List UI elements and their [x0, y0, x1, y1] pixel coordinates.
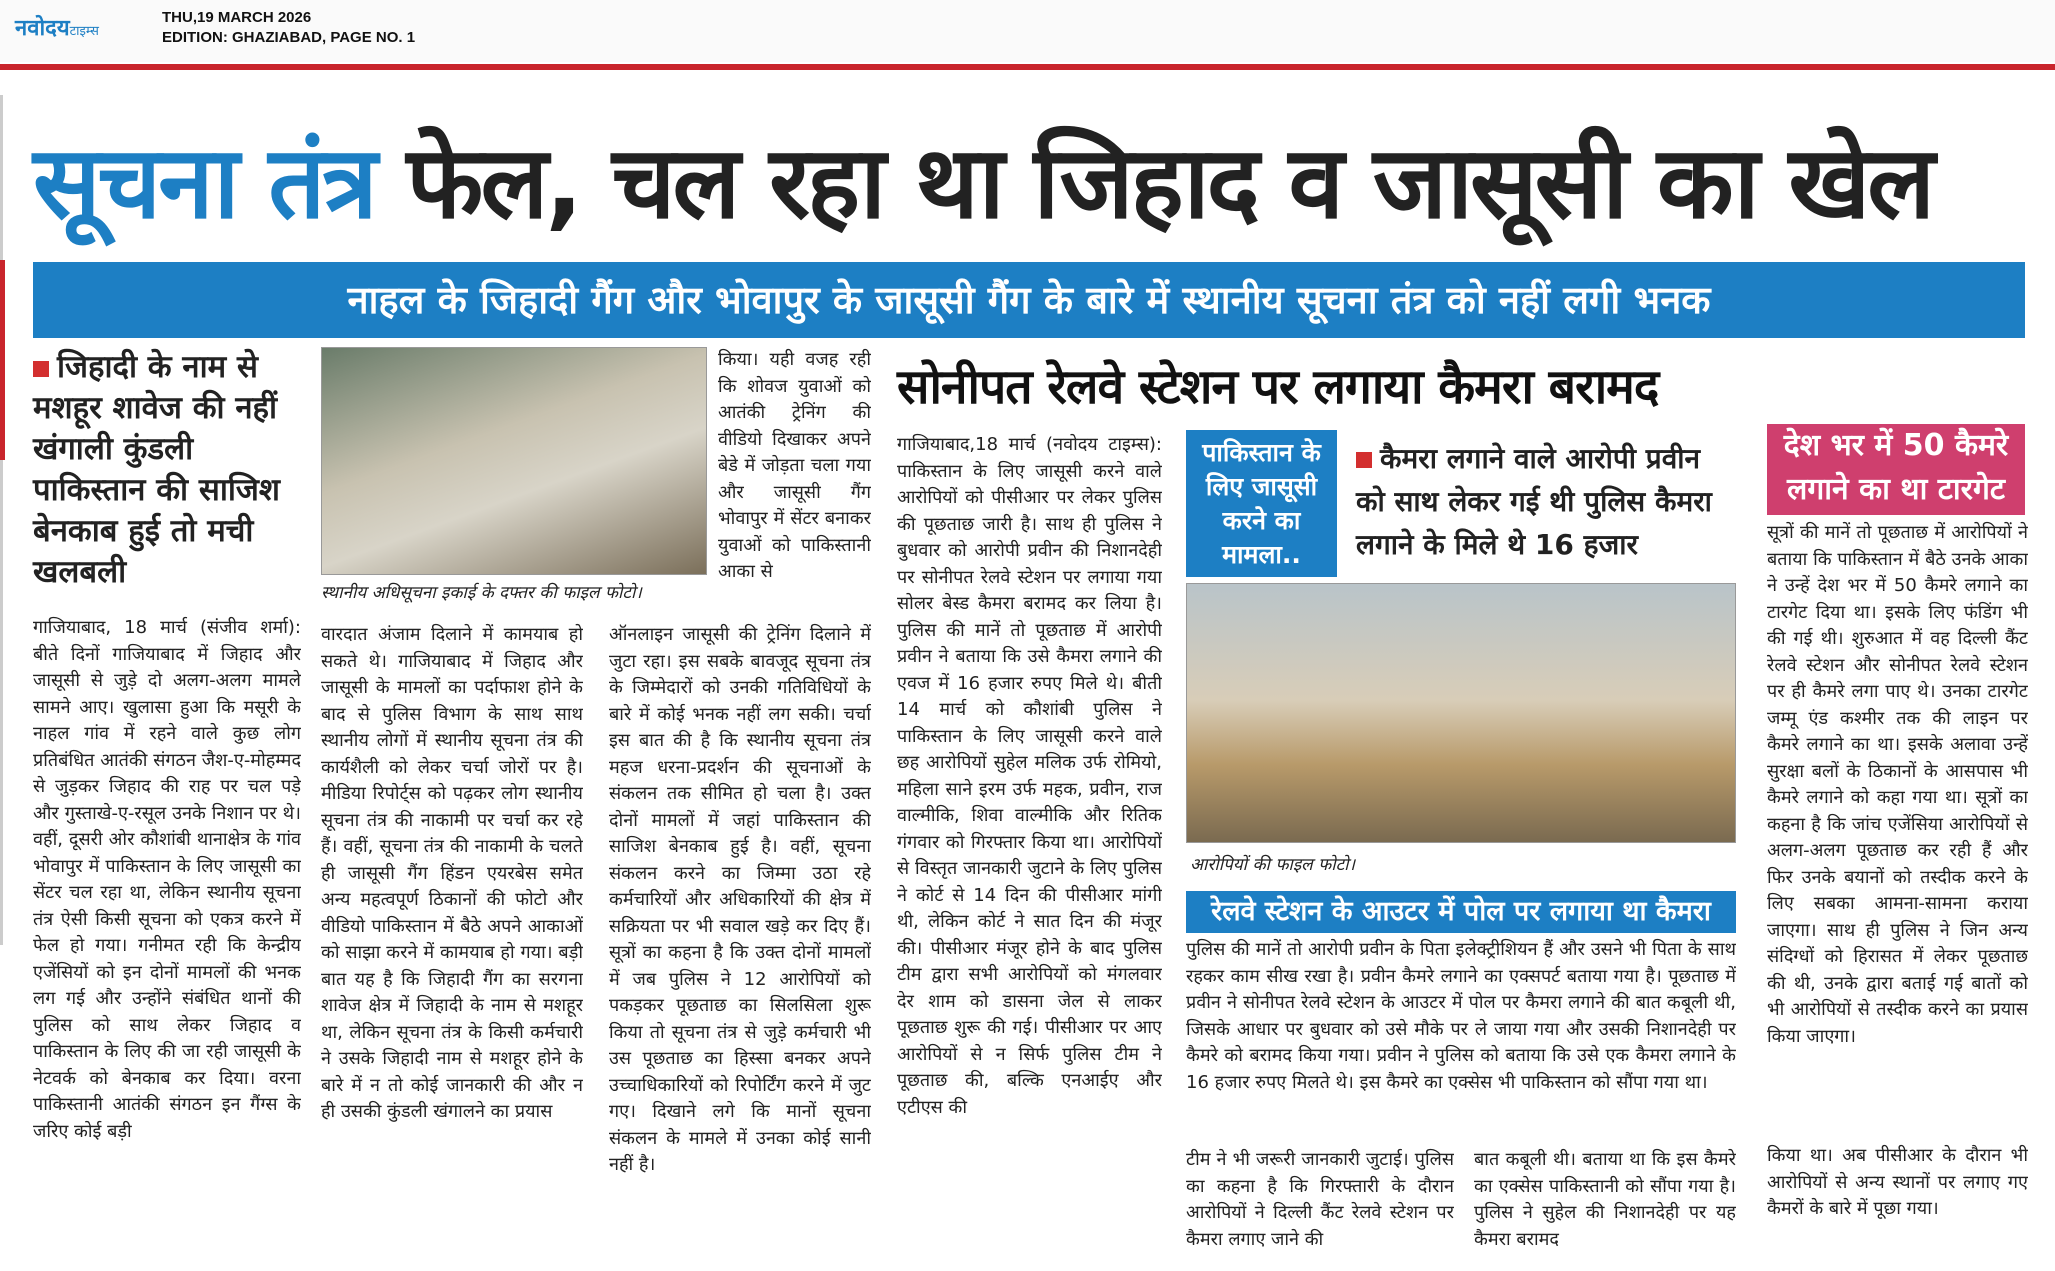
header-divider [0, 64, 2055, 70]
left-subheading-text: जिहादी के नाम से मशहूर शावेज की नहीं खंगाली कुंडली पाकिस्तान की साजिश बेनकाब हुई तो मची खलबली [33, 349, 280, 590]
left-rule [0, 95, 3, 945]
right-col-1: गाजियाबाद,18 मार्च (नवोदय टाइम्स): पाकिस्तान के लिए जासूसी करने वाले आरोपियों को पीसीआर पर लेकर पुलिस की पूछताछ जारी है। साथ ही पुलिस ने बुधवार को आरोपी प्रवीन की निशानदेही पर सोनीपत रेलवे स्टेशन पर लगाया गया सोलर बेस्ड कैमरा बरामद कर लिया है। पुलिस की मानें तो पूछताछ में आरोपी प्रवीन ने बताया कि उसे कैमरा लगाने की एवज में 16 हजार रुपए मिले थे। बीती 14 मार्च को कौशांबी पुलिस ने पाकिस्तान के लिए जासूसी करने वाले छह आरोपियों सुहेल मलिक उर्फ रोमियो, महिला साने इरम उर्फ महक, प्रवीन, राज वाल्मीकि, शिवा वाल्मीकि और रितिक गंगवार को गिरफ्तार किया था। आरोपियों से विस्तृत जानकारी जुटाने के लिए पुलिस ने कोर्ट से 14 दिन की पीसीआर मांगी थी, लेकिन कोर्ट ने सात दिन की मंजूर की। पीसीआर मंजूर होने के बाद पुलिस टीम द्वारा सभी आरोपियों को मंगलवार देर शाम को डासना जेल से लाकर पूछताछ शुरू की गई। पीसीआर पर आए आरोपियों से न सिर्फ पुलिस टीम ने पूछताछ की, बल्कि एनआईए और एटीएस की [897, 434, 1162, 1118]
logo-sub: टाइम्स [69, 24, 99, 39]
left-col-1: गाजियाबाद, 18 मार्च (संजीव शर्मा): बीते दिनों गाजियाबाद में जिहाद और जासूसी से जुड़े दो अलग-अलग मामले सामने आए। खुलासा हुआ कि मसूरी के नाहल गांव में रहने वाले कुछ लोग प्रतिबंधित आतंकी संगठन जैश-ए-मोहम्मद से जुड़कर जिहाद की राह पर चल पड़े और गुस्ताखे-ए-रसूल उनके निशान पर थे। वहीं, दूसरी ओर कौशांबी थानाक्षेत्र के गांव भोवापुर में पाकिस्तान के लिए जासूसी का सेंटर चल रहा था, लेकिन स्थानीय सूचना तंत्र ऐसी किसी सूचना को एकत्र करने में फेल हो गया। गनीमत रही कि केन्द्रीय एजेंसियों को इन दोनों मामलों की भनक लग गई और उन्होंने संबंधित थानों की पुलिस को साथ लेकर जिहाद व पाकिस्तान के लिए की जा रही जासूसी के नेटवर्क को बेनकाब कर दिया। वरना पाकिस्तानी आतंकी संगठन इन गैंग्स के जरिए कोई बड़ी [33, 617, 301, 1142]
accused-photo-caption: आरोपियों की फाइल फोटो। [1190, 855, 1356, 875]
office-photo[interactable] [321, 347, 707, 575]
right-col-far: सूत्रों की मानें तो पूछताछ में आरोपियों ने बताया कि पाकिस्तान में बैठे उनके आका ने उन्हें देश भर में 50 कैमरे लगाने का टारगेट दिया था। इसके लिए फंडिंग भी की गई थी। शुरुआत में वह दिल्ली कैंट रेलवे स्टेशन और सोनीपत रेलवे स्टेशन पर ही कैमरे लगा पाए थे। उनका टारगेट जम्मू एंड कश्मीर तक की लाइन पर कैमरे लगाने का था। इसके अलावा उन्हें सुरक्षा बलों के ठिकानों के आसपास भी कैमरे लगाने को कहा गया था। सूत्रों का कहना है कि जांच एजेंसिया आरोपियों से अलग-अलग पूछताछ कर रही हैं और फिर उनके बयानों को तस्दीक करने के लिए सबका आमना-सामना कराया जाएगा। साथ ही पुलिस ने जिन अन्य संदिग्धों को हिरासत में लेकर पूछताछ की थी, उनके द्वारा बताई गई बातों को भी आरोपियों से तस्दीक करने का प्रयास किया जाएगा। [1767, 522, 2028, 1047]
bottom-col-a: टीम ने भी जरूरी जानकारी जुटाई। पुलिस का कहना है कि गिरफ्तारी के दौरान आरोपियों ने दिल्ली कैंट रेलवे स्टेशन पर कैमरा लगाए जाने की [1186, 1149, 1454, 1250]
bullet-square-icon [1356, 452, 1372, 468]
newspaper-logo[interactable] [15, 12, 99, 42]
right-subheading [1356, 437, 1736, 566]
headline-banner: नाहल के जिहादी गैंग और भोवापुर के जासूसी गैंग के बारे में स्थानीय सूचना तंत्र को नहीं लगी भनक [33, 262, 2025, 338]
left-col-upper: किया। यही वजह रही कि शोवज युवाओं को आतंकी ट्रेनिंग की वीडियो दिखाकर अपने बेडे में जोड़ता चला गया और जासूसी गैंग भोवापुर में सेंटर बनाकर युवाओं को पाकिस्तानी आका से [718, 349, 871, 582]
target-box: देश भर में 50 कैमरे लगाने का था टारगेट [1767, 424, 2025, 515]
page-header [0, 0, 2055, 62]
left-col-2: वारदात अंजाम दिलाने में कामयाब हो सकते थे। गाजियाबाद में जिहाद और जासूसी के मामलों का पर्दाफाश होने के बाद से पुलिस विभाग के साथ साथ स्थानीय लोगों में स्थानीय सूचना तंत्र की कार्यशैली को लेकर चर्चा जोरों पर है। मीडिया रिपोर्ट्स को पढ़कर लोग स्थानीय सूचना तंत्र की नाकामी पर चर्चा कर रहे हैं। वहीं, सूचना तंत्र की नाकामी के चलते ही जासूसी गैंग हिंडन एयरबेस समेत अन्य महत्वपूर्ण ठिकानों की फोटो और वीडियो पाकिस्तान में बैठे अपने आकाओं को साझा करने में कामयाब हो गया। बड़ी बात यह है कि जिहादी गैंग का सरगना शावेज क्षेत्र में जिहादी के नाम से मशहूर था, लेकिन सूचना तंत्र के किसी कर्मचारी ने उसके जिहादी नाम से मशहूर होने के बारे में न तो कोई जानकारी की और न ही उसकी कुंडली खंगालने का प्रयास [321, 624, 583, 1122]
right-col-far-bottom: किया था। अब पीसीआर के दौरान भी आरोपियों से अन्य स्थानों पर लगाए गए कैमरों के बारे में पूछा गया। [1767, 1145, 2028, 1219]
edition-info [162, 8, 415, 48]
bullet-square-icon [33, 361, 49, 377]
office-photo-caption: स्थानीय अधिसूचना इकाई के दफ्तर की फाइल फोटो। [321, 583, 642, 603]
logo-main: नवोदय [15, 16, 70, 41]
railway-subheading: रेलवे स्टेशन के आउटर में पोल पर लगाया था कैमरा [1186, 891, 1736, 933]
accused-photo[interactable] [1186, 583, 1736, 843]
left-accent [0, 260, 5, 460]
edition-date: THU,19 MARCH 2026 [162, 9, 312, 26]
main-headline [33, 108, 2028, 258]
headline-black: फेल, चल रहा था जिहाद व जासूसी का खेल [406, 124, 1933, 241]
right-subheading-text: कैमरा लगाने वाले आरोपी प्रवीन को साथ लेकर गई थी पुलिस कैमरा लगाने के मिले थे 16 हजार [1356, 442, 1712, 561]
story-tag-box: पाकिस्तान के लिए जासूसी करने का मामला.. [1186, 430, 1337, 577]
left-subheading [33, 347, 303, 593]
railway-paragraph: पुलिस की मानें तो आरोपी प्रवीन के पिता इलेक्ट्रीशियन हैं और उसने भी पिता के साथ रहकर काम सीख रखा है। प्रवीन कैमरे लगाने का एक्सपर्ट बताया गया है। पूछताछ में प्रवीन ने सोनीपत रेलवे स्टेशन के आउटर में पोल पर कैमरा लगाने की बात कबूली थी, जिसके आधार पर बुधवार को उसे मौके पर ले जाया गया और उसकी निशानदेही पर कैमरे को बरामद किया गया। प्रवीन ने पुलिस को बताया कि उसे एक कैमरा लगाने के 16 हजार रुपए मिलते थे। इस कैमरे का एक्सेस भी पाकिस्तान को सौंपा गया था। [1186, 939, 1736, 1093]
edition-name: EDITION: GHAZIABAD, PAGE NO. 1 [162, 29, 416, 46]
headline-blue: सूचना तंत्र [33, 124, 375, 241]
left-col-3: ऑनलाइन जासूसी की ट्रेनिंग दिलाने में जुटा रहा। इस सबके बावजूद सूचना तंत्र के जिम्मेदारों को उनकी गतिविधियों के बारे में कोई भनक नहीं लग सकी। चर्चा इस बात की है कि स्थानीय सूचना तंत्र महज धरना-प्रदर्शन की सूचनाओं के संकलन तक सीमित हो चला है। उक्त दोनों मामलों में जहां पाकिस्तान की साजिश बेनकाब हुई है। वहीं, सूचना संकलन करने का जिम्मा उठा रहे कर्मचारियों और अधिकारियों की क्षेत्र में सक्रियता पर भी सवाल खड़े कर दिए हैं। सूत्रों का कहना है कि उक्त दोनों मामलों में जब पुलिस ने 12 आरोपियों को पकड़कर पूछताछ का सिलसिला शुरू किया तो सूचना तंत्र से जुड़े कर्मचारी भी उस पूछताछ का हिस्सा बनकर अपने उच्चाधिकारियों को रिपोर्टिंग करने में जुट गए। दिखाने लगे कि मानों सूचना संकलन के मामले में उनका कोई सानी नहीं है। [609, 624, 871, 1175]
right-story-headline: सोनीपत रेलवे स्टेशन पर लगाया कैमरा बरामद [897, 359, 1659, 415]
bottom-col-b: बात कबूली थी। बताया था कि इस कैमरे का एक्सेस पाकिस्तानी को सौंपा गया है। पुलिस ने सुहेल की निशानदेही पर यह कैमरा बरामद [1474, 1149, 1736, 1250]
